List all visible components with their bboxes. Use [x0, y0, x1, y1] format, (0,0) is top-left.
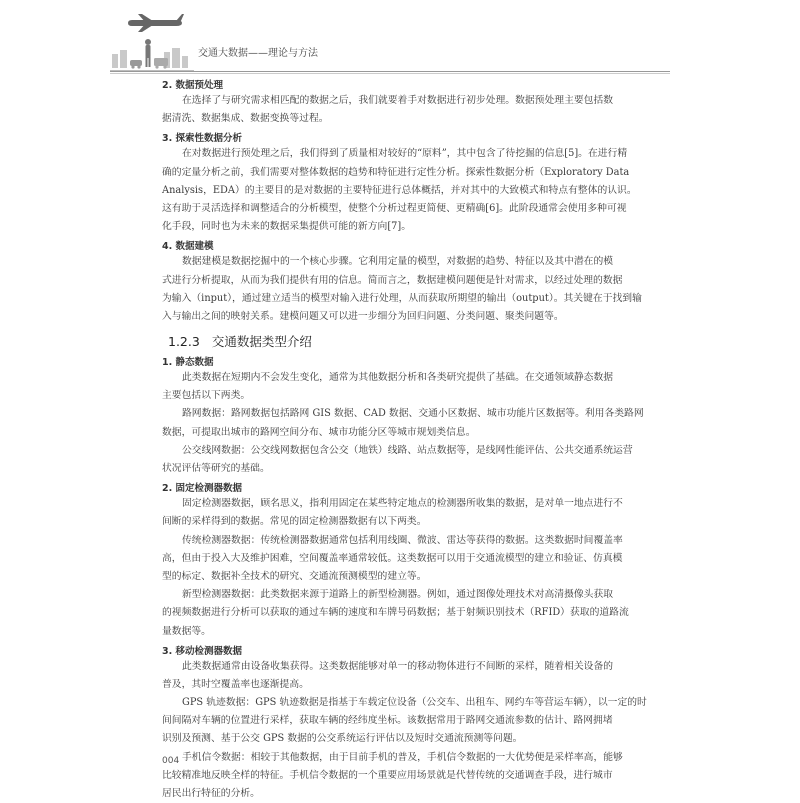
- paragraph: 公交线网数据：公交线网数据包含公交（地铁）线路、站点数据等，是线网性能评估、公共交通系统运营 状况评估等研究的基础。: [162, 444, 633, 474]
- paragraph: 此类数据通常由设备收集获得。这类数据能够对单一的移动物体进行不间断的采样，随着相关设备的 普及，其时空覆盖率也逐渐提高。: [162, 660, 614, 690]
- heading-exploratory-analysis: 3. 探索性数据分析: [162, 133, 243, 145]
- section-number: 1.2.3: [168, 334, 200, 350]
- page-number: 004: [162, 756, 180, 766]
- paragraph: 手机信令数据：相较于其他数据，由于目前手机的普及，手机信令数据的一大优势便是采样率高，能够 比较精准地反映全样的特征。手机信令数据的一个重要应用场景就是代替传统的交通调查手段，进行城市 居民出行特征的分析。: [162, 751, 623, 799]
- paragraph: 新型检测器数据：此类数据来源于道路上的新型检测器。例如，通过图像处理技术对高清摄像头获取 的视频数据进行分析可以获取的通过车辆的速度和车牌号码数据；基于射频识别技术（RFID）获取的道路流 量数据等。: [162, 589, 629, 637]
- heading-data-modeling: 4. 数据建模: [162, 241, 214, 253]
- car-icon: [130, 60, 142, 69]
- bus-icon: [154, 58, 168, 69]
- running-header-title: 交通大数据——理论与方法: [198, 48, 318, 59]
- heading-mobile-detector-data: 3. 移动检测器数据: [162, 645, 243, 657]
- page-body: [162, 79, 647, 803]
- paragraph: 在对数据进行预处理之后，我们得到了质量相对较好的“原料”，其中包含了待挖掘的信息[5]。在进行精 确的定量分析之前，我们需要对整体数据的趋势和特征进行定性分析。探索性数据分析（Exploratory Data Analysis，EDA）的主要目的是对数据的主要特征进行总体概括，并对其中的大致模式和特点有整体的认识。 这有助于灵活选择和调整适合的分析模型，使整个分析过程更简便、更精确[6]。此阶段通常会使用多种可视 化手段，同时也为未来的数据采集提供可能的新方向[7]。: [162, 148, 637, 233]
- airplane-icon: [128, 14, 184, 32]
- paragraph: GPS 轨迹数据：GPS 轨迹数据是指基于车载定位设备（公交车、出租车、网约车等营运车辆），以一定的时 间间隔对车辆的位置进行采样，获取车辆的经纬度坐标。该数据常用于路网交通流参数的估计、路网拥堵 识别及预测、基于公交 GPS 数据的公交系统运行评估以及短时交通流预测等问题。: [162, 697, 647, 745]
- heading-preprocessing: 2. 数据预处理: [162, 80, 224, 91]
- header-divider: [110, 71, 670, 72]
- section-title: 交通数据类型介绍: [211, 334, 312, 350]
- paragraph: 路网数据：路网数据包括路网 GIS 数据、CAD 数据、交通小区数据、城市功能片区数据等。利用各类路网 数据，可提取出城市的路网空间分布、城市功能分区等城市规划类信息。: [162, 408, 644, 438]
- person-icon: [145, 39, 151, 67]
- heading-static-data: 1. 静态数据: [162, 357, 214, 369]
- paragraph: 传统检测器数据：传统检测器数据通常包括利用线圈、微波、雷达等获得的数据。这类数据时间覆盖率 高，但由于投入大及维护困难，空间覆盖率通常较低。这类数据可以用于交通流模型的建立和验证、仿真模 型的标定、数据补全技术的研究、交通流预测模型的建立等。: [162, 534, 623, 582]
- paragraph: 数据建模是数据挖掘中的一个核心步骤。它利用定量的模型，对数据的趋势、特征以及其中潜在的模 式进行分析提取，从而为我们提供有用的信息。简而言之，数据建模问题便是针对需求，以经过处理的数据 为输入（input），通过建立适当的模型对输入进行处理，从而获取所期望的输出（output）。其关键在于找到输 入与输出之间的映射关系。建模问题又可以进一步细分为回归问题、分类问题、聚类问题等。: [162, 256, 642, 322]
- header-illustration-icon: [108, 8, 196, 74]
- paragraph: 固定检测器数据，顾名思义，指利用固定在某些特定地点的检测器所收集的数据，是对单一地点进行不 间断的采样得到的数据。常见的固定检测器数据有以下两类。: [162, 498, 623, 528]
- header-divider-secondary: [110, 73, 670, 74]
- paragraph: 在选择了与研究需求相匹配的数据之后，我们就要着手对数据进行初步处理。数据预处理主要包括数 据清洗、数据集成、数据变换等过程。: [162, 95, 614, 125]
- section-heading-1-2-3: [168, 333, 638, 351]
- heading-fixed-detector-data: 2. 固定检测器数据: [162, 483, 243, 495]
- paragraph: 此类数据在短期内不会发生变化，通常为其他数据分析和各类研究提供了基础。在交通领域静态数据 主要包括以下两类。: [162, 372, 614, 402]
